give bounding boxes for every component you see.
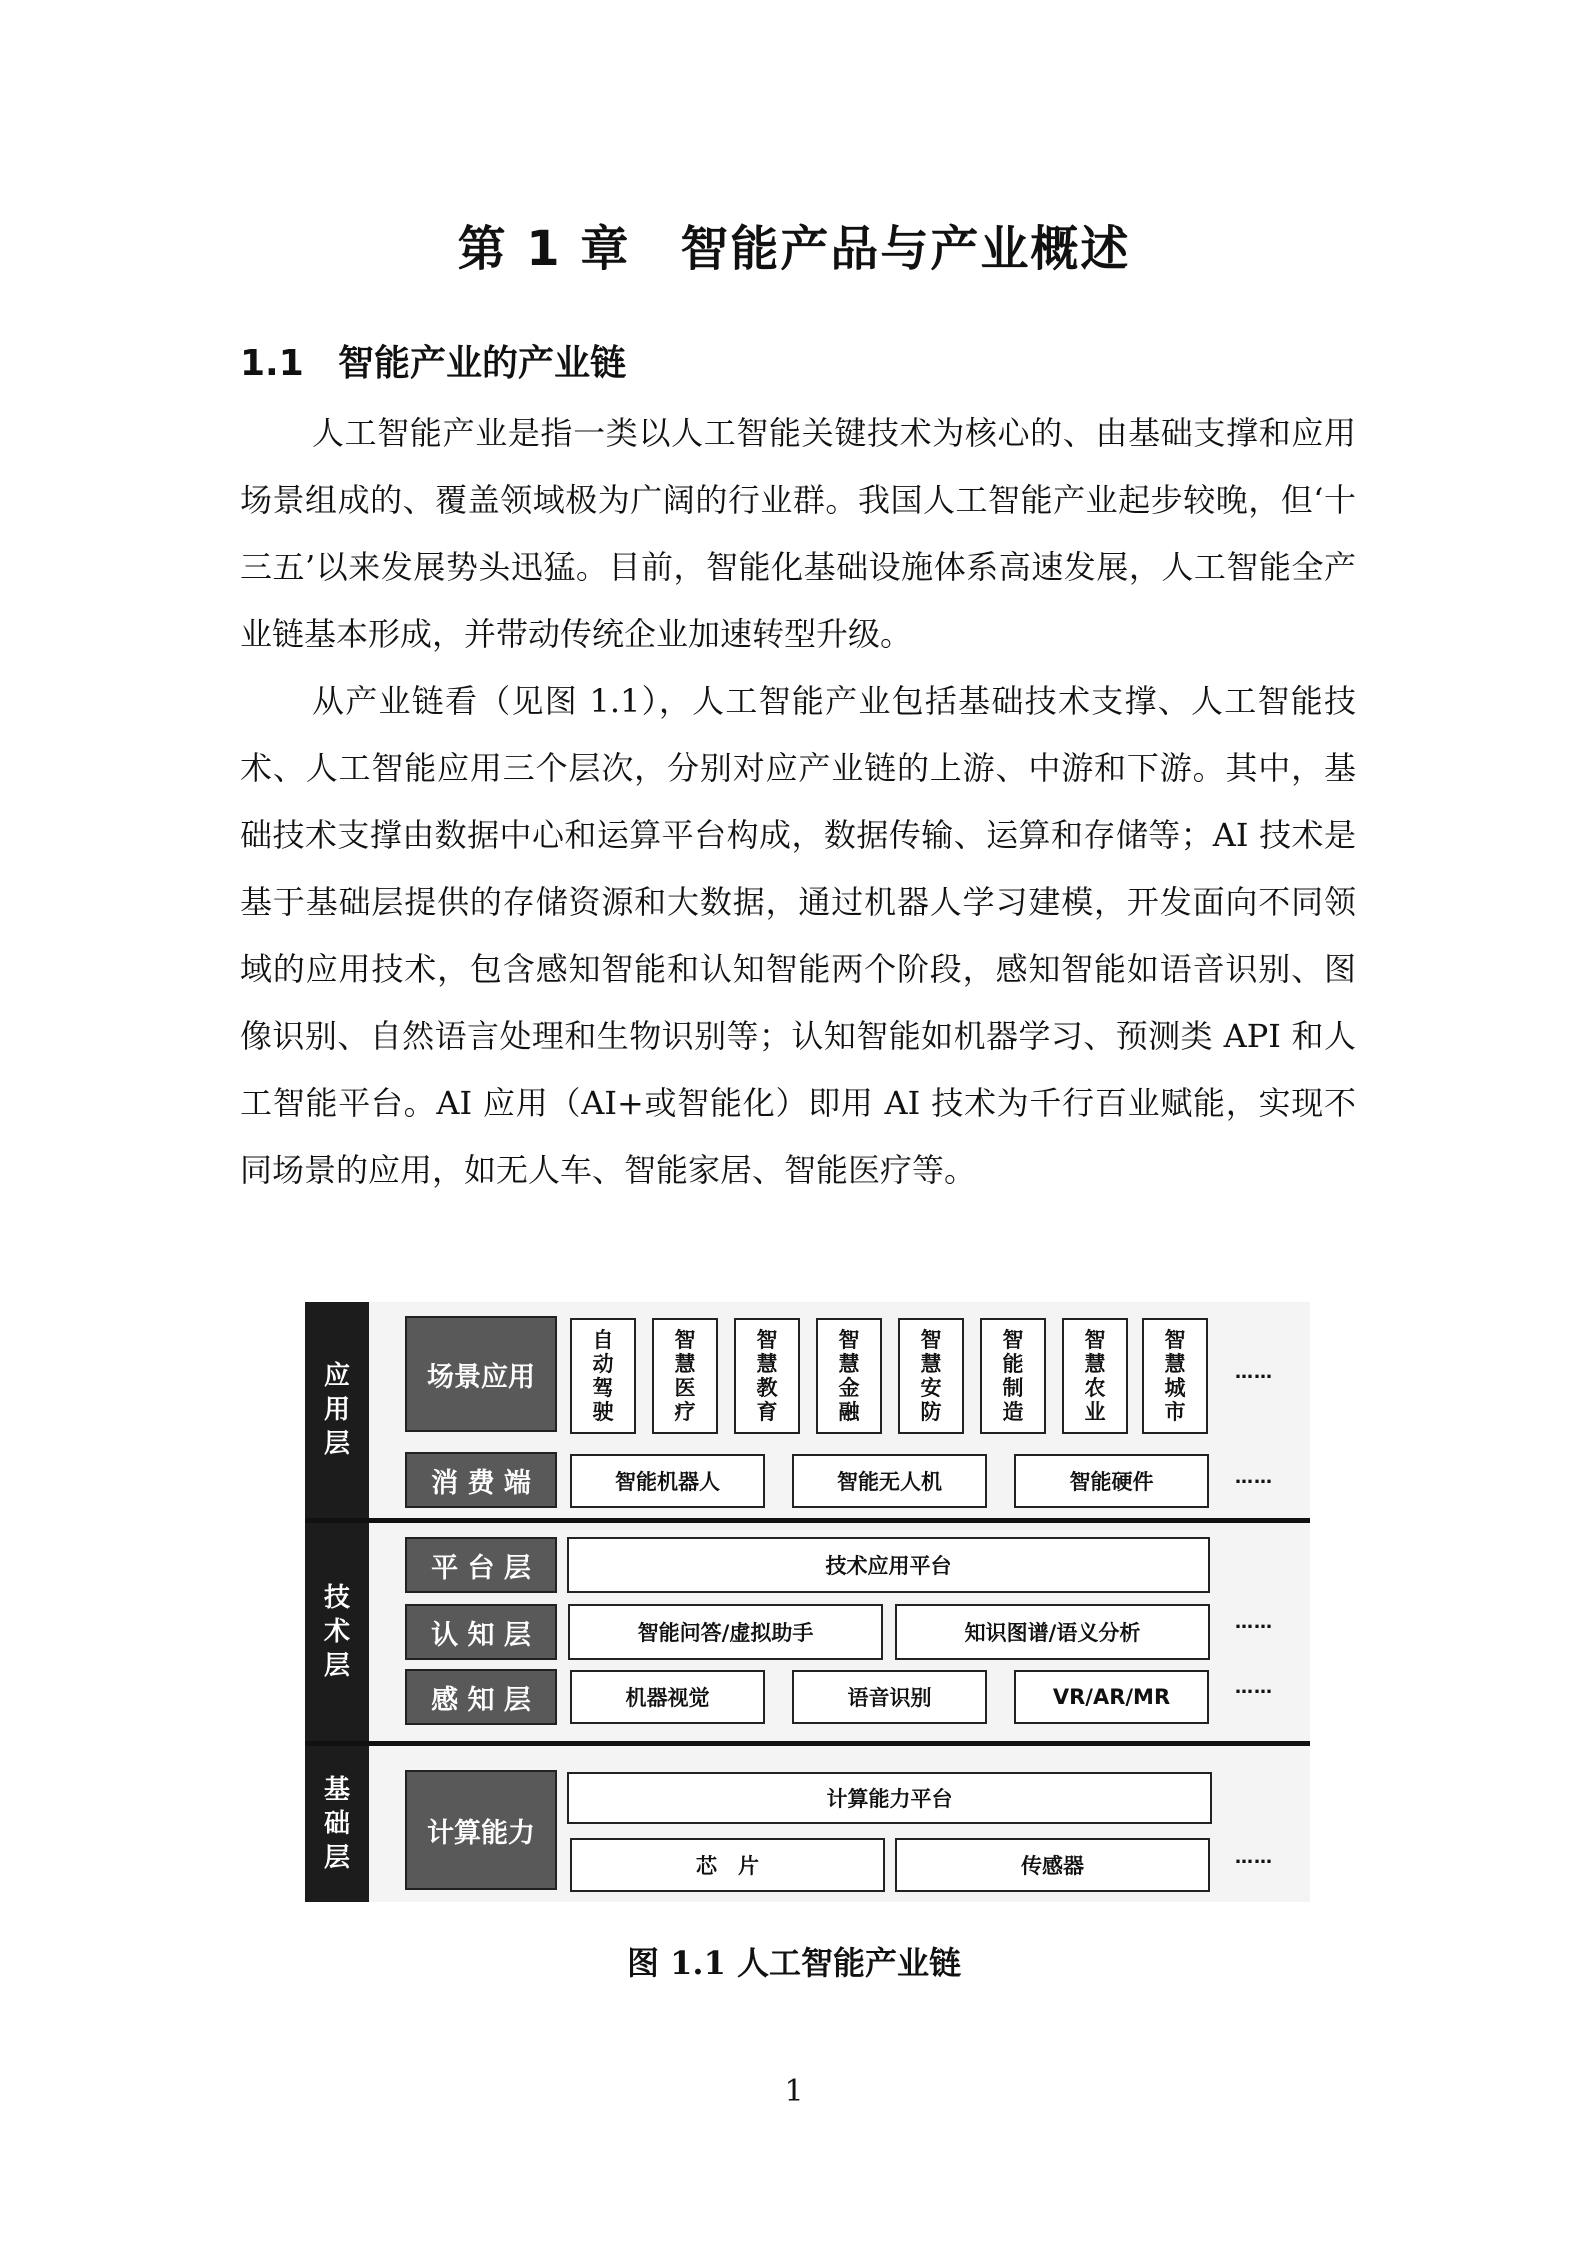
scenario-char: 动 xyxy=(592,1352,614,1376)
scenario-char: 慧 xyxy=(674,1352,696,1376)
paragraph-1 xyxy=(240,400,1356,668)
scenario-box xyxy=(980,1318,1046,1434)
cognition-item: 智能问答/虚拟助手 xyxy=(568,1604,883,1660)
layer-char: 基 xyxy=(323,1775,350,1805)
scenario-char: 疗 xyxy=(674,1400,696,1424)
scenario-box xyxy=(734,1318,800,1434)
figure-caption: 图 1.1 人工智能产业链 xyxy=(627,1944,961,1982)
category-compute: 计算能力 xyxy=(405,1770,557,1890)
scenario-char: 智 xyxy=(756,1328,778,1352)
layer-label-application xyxy=(305,1302,369,1518)
scenario-char: 慧 xyxy=(1084,1352,1106,1376)
scenario-char: 驾 xyxy=(592,1376,614,1400)
scenario-box xyxy=(1142,1318,1208,1434)
layer-divider xyxy=(305,1518,1310,1523)
paragraph-text: 从产业链看（见图 1.1），人工智能产业包括基础技术支撑、人工智能技术、人工智能应用三个层次，分别对应产业链的上游、中游和下游。其中，基础技术支撑由数据中心和运算平台构成，数据传输、运算和存储等；AI 技术是基于基础层提供的存储资源和大数据，通过机器人学习建模，开发面向不同领域的应用技术，包含感知智能和认知智能两个阶段，感知智能如语音识别、图像识别、自然语言处理和生物识别等；认知智能如机器学习、预测类 API 和人工智能平台。AI 应用（AI+或智能化）即用 AI 技术为千行百业赋能，实现不同场景的应用，如无人车、智能家居、智能医疗等。 xyxy=(240,682,1356,1189)
scenario-char: 慧 xyxy=(838,1352,860,1376)
layer-char: 技 xyxy=(323,1583,350,1613)
cognition-item: 知识图谱/语义分析 xyxy=(895,1604,1210,1660)
consumer-item: 智能硬件 xyxy=(1014,1454,1209,1508)
category-cognition: 认 知 层 xyxy=(405,1604,557,1660)
scenario-char: 智 xyxy=(838,1328,860,1352)
section-title: 智能产业的产业链 xyxy=(338,343,627,384)
consumer-item: 智能无人机 xyxy=(792,1454,987,1508)
scenario-char: 安 xyxy=(920,1376,942,1400)
category-consumer: 消 费 端 xyxy=(405,1452,557,1508)
ellipsis: …… xyxy=(1235,1847,1273,1868)
scenario-char: 农 xyxy=(1084,1376,1106,1400)
section-number: 1.1 xyxy=(240,343,304,384)
compute-platform: 计算能力平台 xyxy=(567,1772,1212,1824)
paragraph-text: 人工智能产业是指一类以人工智能关键技术为核心的、由基础支撑和应用场景组成的、覆盖领域极为广阔的行业群。我国人工智能产业起步较晚，但‘十三五’以来发展势头迅猛。目前，智能化基础设施体系高速发展，人工智能全产业链基本形成，并带动传统企业加速转型升级。 xyxy=(240,414,1356,653)
page-number: 1 xyxy=(784,2074,804,2109)
industry-chain-diagram xyxy=(305,1302,1310,1902)
scenario-char: 慧 xyxy=(1164,1352,1186,1376)
scenario-char: 市 xyxy=(1164,1400,1186,1424)
ellipsis: …… xyxy=(1235,1677,1273,1698)
scenario-char: 自 xyxy=(592,1328,614,1352)
scenario-char: 防 xyxy=(920,1400,942,1424)
ellipsis: …… xyxy=(1235,1612,1273,1633)
scenario-char: 育 xyxy=(756,1400,778,1424)
category-scenario: 场景应用 xyxy=(405,1316,557,1432)
scenario-box xyxy=(898,1318,964,1434)
scenario-char: 智 xyxy=(1084,1328,1106,1352)
layer-char: 层 xyxy=(323,1651,350,1681)
layer-char: 础 xyxy=(323,1809,350,1839)
scenario-char: 智 xyxy=(920,1328,942,1352)
scenario-box xyxy=(652,1318,718,1434)
scenario-char: 驶 xyxy=(592,1400,614,1424)
scenario-char: 城 xyxy=(1164,1376,1186,1400)
category-perception: 感 知 层 xyxy=(405,1669,557,1725)
ellipsis: …… xyxy=(1235,1362,1273,1383)
scenario-char: 业 xyxy=(1084,1400,1106,1424)
scenario-char: 教 xyxy=(756,1376,778,1400)
perception-item: 语音识别 xyxy=(792,1670,987,1724)
chapter-title: 第 1 章 智能产品与产业概述 xyxy=(457,221,1131,277)
scenario-char: 智 xyxy=(1164,1328,1186,1352)
scenario-char: 能 xyxy=(1002,1352,1024,1376)
scenario-char: 智 xyxy=(1002,1328,1024,1352)
layer-char: 术 xyxy=(323,1617,350,1647)
scenario-char: 医 xyxy=(674,1376,696,1400)
perception-item: VR/AR/MR xyxy=(1014,1670,1209,1724)
scenario-box xyxy=(1062,1318,1128,1434)
layer-divider xyxy=(305,1741,1310,1746)
ellipsis: …… xyxy=(1235,1467,1273,1488)
scenario-char: 智 xyxy=(674,1328,696,1352)
layer-label-foundation xyxy=(305,1746,369,1902)
scenario-char: 慧 xyxy=(920,1352,942,1376)
layer-char: 应 xyxy=(323,1361,350,1391)
category-platform: 平 台 层 xyxy=(405,1537,557,1593)
consumer-item: 智能机器人 xyxy=(570,1454,765,1508)
scenario-char: 金 xyxy=(838,1376,860,1400)
scenario-char: 融 xyxy=(838,1400,860,1424)
compute-item: 传感器 xyxy=(895,1838,1210,1892)
scenario-box xyxy=(816,1318,882,1434)
section-heading xyxy=(240,335,626,386)
scenario-char: 造 xyxy=(1002,1400,1024,1424)
layer-char: 层 xyxy=(323,1429,350,1459)
perception-item: 机器视觉 xyxy=(570,1670,765,1724)
layer-label-technology xyxy=(305,1523,369,1741)
layer-char: 层 xyxy=(323,1843,350,1873)
layer-char: 用 xyxy=(323,1395,350,1425)
compute-item: 芯 片 xyxy=(570,1838,885,1892)
scenario-char: 慧 xyxy=(756,1352,778,1376)
scenario-char: 制 xyxy=(1002,1376,1024,1400)
paragraph-2 xyxy=(240,668,1356,1204)
scenario-box xyxy=(570,1318,636,1434)
platform-item: 技术应用平台 xyxy=(567,1537,1210,1593)
